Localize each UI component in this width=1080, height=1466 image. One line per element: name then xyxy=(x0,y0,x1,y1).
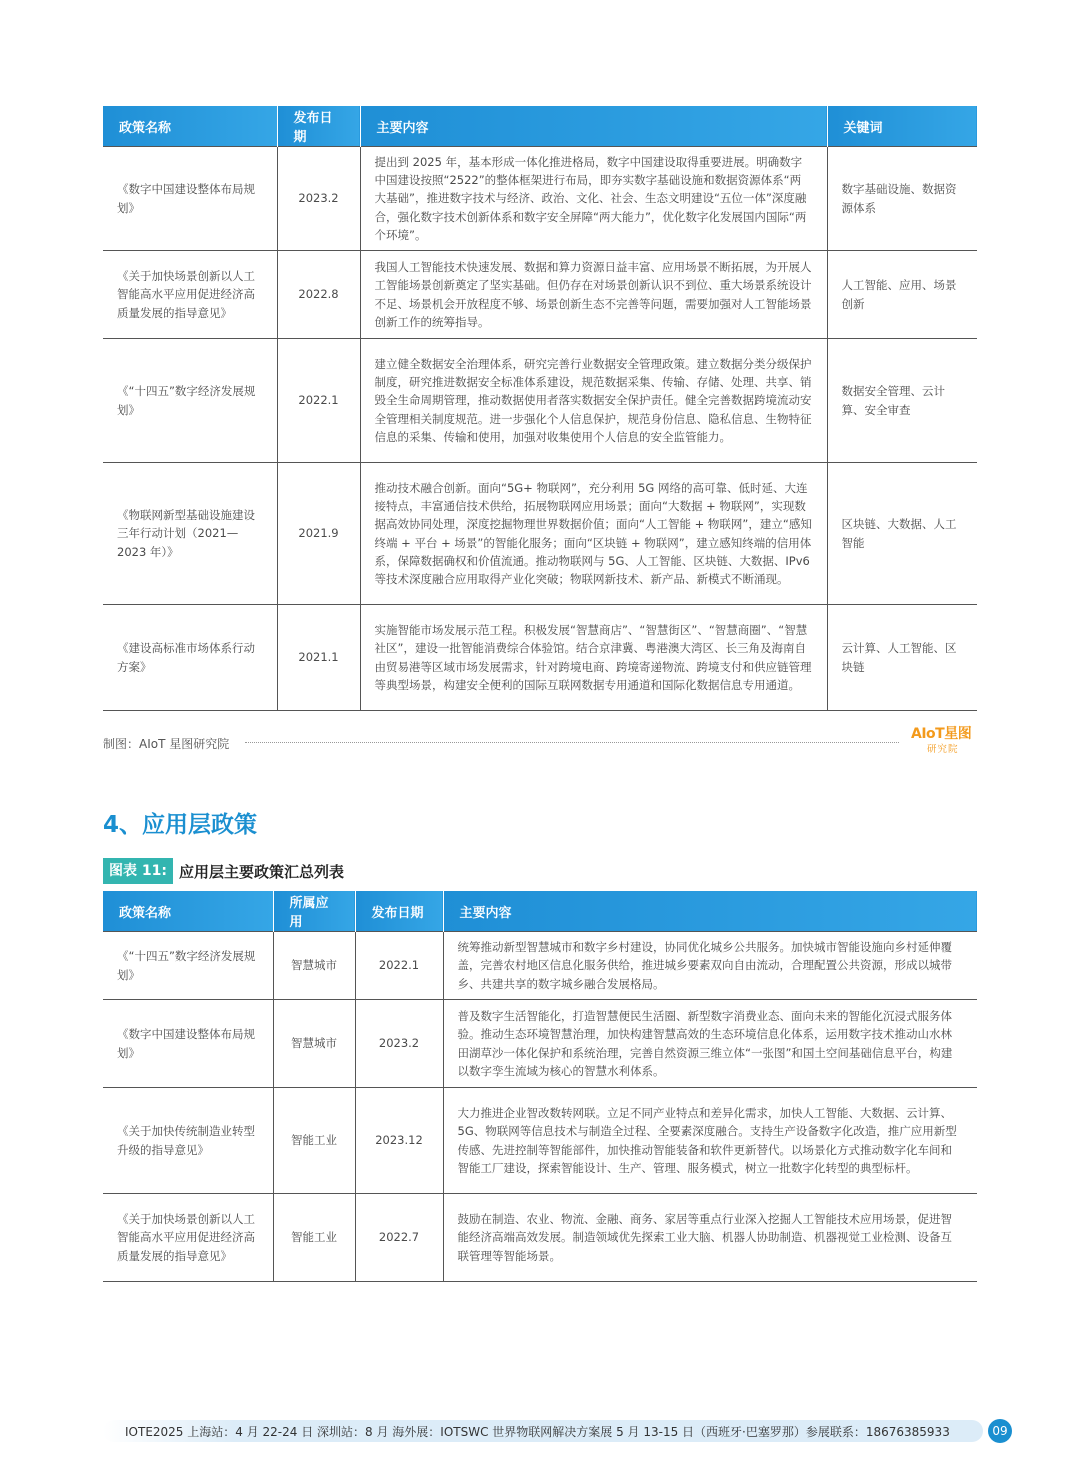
main-content: 普及数字生活智能化，打造智慧便民生活圈、新型数字消费业态、面向未来的智能化沉浸式服务体验。推动生态环境智慧治理，加快构建智慧高效的生态环境信息化体系，运用数字技术推动山水林田湖草沙一体化保护和系统治理，完善自然资源三维立体“一张图”和国土空间基础信息平台，构建以数字孪生流域为核心的智慧水利体系。 xyxy=(443,1000,977,1088)
keywords: 数字基础设施、数据资源体系 xyxy=(827,147,977,251)
main-content: 提出到 2025 年，基本形成一体化推进格局，数字中国建设取得重要进展。明确数字中国建设按照“2522”的整体框架进行布局，即夯实数字基础设施和数据资源体系“两大基础”，推进数字技术与经济、政治、文化、社会、生态文明建设“五位一体”深度融合，强化数字技术创新体系和数字安全屏障“两大能力”，优化数字化发展国内国际“两个环境”。 xyxy=(360,147,827,251)
table-row xyxy=(103,251,977,339)
release-date: 2023.2 xyxy=(277,147,360,251)
figure-title: 应用层主要政策汇总列表 xyxy=(178,862,344,881)
keywords: 区块链、大数据、人工智能 xyxy=(827,463,977,605)
page-number: 09 xyxy=(988,1419,1012,1443)
dotted-divider xyxy=(245,742,899,743)
main-content: 统筹推动新型智慧城市和数字乡村建设，协同优化城乡公共服务。加快城市智能设施向乡村延伸覆盖，完善农村地区信息化服务供给，推进城乡要素双向自由流动，合理配置公共资源，形成以城带乡、共建共享的数字城乡融合发展格局。 xyxy=(443,932,977,1000)
release-date: 2023.12 xyxy=(355,1088,443,1194)
section-title: 4、应用层政策 xyxy=(103,812,258,838)
release-date: 2021.1 xyxy=(277,605,360,711)
policy-name: 《“十四五”数字经济发展规划》 xyxy=(103,932,273,1000)
release-date: 2023.2 xyxy=(355,1000,443,1088)
release-date: 2022.8 xyxy=(277,251,360,339)
column-header: 政策名称 xyxy=(103,106,277,147)
table-row xyxy=(103,1194,977,1282)
column-header: 发布日期 xyxy=(277,106,360,147)
table-row xyxy=(103,147,977,251)
policy-name: 《数字中国建设整体布局规划》 xyxy=(103,1000,273,1088)
policy-name: 《关于加快传统制造业转型升级的指导意见》 xyxy=(103,1088,273,1194)
column-header: 主要内容 xyxy=(443,891,977,932)
policy-table-2 xyxy=(103,891,977,1282)
column-header: 主要内容 xyxy=(360,106,827,147)
table-row xyxy=(103,339,977,463)
figure-badge: 图表 11: xyxy=(103,858,173,884)
application-area: 智能工业 xyxy=(273,1194,355,1282)
main-content: 大力推进企业智改数转网联。立足不同产业特点和差异化需求，加快人工智能、大数据、云计算、5G、物联网等信息技术与制造全过程、全要素深度融合。支持生产设备数字化改造，推广应用新型传感、先进控制等智能部件，加快推动智能装备和软件更新替代。以场景化方式推动数字化车间和智能工厂建设，探索智能设计、生产、管理、服务模式，树立一批数字化转型的典型标杆。 xyxy=(443,1088,977,1194)
policy-name: 《关于加快场景创新以人工智能高水平应用促进经济高质量发展的指导意见》 xyxy=(103,251,277,339)
main-content: 推动技术融合创新。面向“5G+ 物联网”，充分利用 5G 网络的高可靠、低时延、大连接特点，丰富通信技术供给，拓展物联网应用场景；面向“大数据 + 物联网”，实现数据高效协同处理，深度挖掘物理世界数据价值；面向“人工智能 + 物联网”，建立“感知终端 + 平台 + 场景”的智能化服务；面向“区块链 + 物联网”，建立感知终端的信用体系，保障数据确权和价值流通。推动物联网与 5G、人工智能、区块链、大数据、IPv6 等技术深度融合应用取得产业化突破；物联网新技术、新产品、新模式不断涌现。 xyxy=(360,463,827,605)
table-row xyxy=(103,932,977,1000)
logo-main-text: AIoT星图 xyxy=(911,726,972,742)
policy-table-1 xyxy=(103,106,977,711)
logo-sub-text: 研究院 xyxy=(927,744,959,755)
keywords: 人工智能、应用、场景创新 xyxy=(827,251,977,339)
main-content: 实施智能市场发展示范工程。积极发展“智慧商店”、“智慧街区”、“智慧商圈”、“智慧社区”，建设一批智能消费综合体验馆。结合京津冀、粤港澳大湾区、长三角及海南自由贸易港等区域市场发展需求，针对跨境电商、跨境寄递物流、跨境支付和供应链管理等典型场景，构建安全便利的国际互联网数据专用通道和国际化数据信息专用通道。 xyxy=(360,605,827,711)
application-area: 智慧城市 xyxy=(273,1000,355,1088)
application-area: 智能工业 xyxy=(273,1088,355,1194)
policy-name: 《物联网新型基础设施建设三年行动计划（2021—2023 年）》 xyxy=(103,463,277,605)
table-row xyxy=(103,463,977,605)
main-content: 鼓励在制造、农业、物流、金融、商务、家居等重点行业深入挖掘人工智能技术应用场景，促进智能经济高端高效发展。制造领域优先探索工业大脑、机器人协助制造、机器视觉工业检测、设备互联管理等智能场景。 xyxy=(443,1194,977,1282)
table-row xyxy=(103,1000,977,1088)
maker-credit: 制图：AIoT 星图研究院 xyxy=(103,737,230,751)
page-footer xyxy=(103,1420,1013,1442)
table-row xyxy=(103,605,977,711)
table-row xyxy=(103,1088,977,1194)
policy-name: 《建设高标准市场体系行动方案》 xyxy=(103,605,277,711)
table-header-row xyxy=(103,106,977,147)
footer-bar xyxy=(103,1420,983,1442)
footer-text: IOTE2025 上海站：4 月 22-24 日 深圳站：8 月 海外展：IOTSWC 世界物联网解决方案展 5 月 13-15 日（西班牙·巴塞罗那）参展联系：18676385933 xyxy=(125,1425,950,1439)
release-date: 2022.7 xyxy=(355,1194,443,1282)
column-header: 政策名称 xyxy=(103,891,273,932)
chart-source-caption xyxy=(103,726,977,755)
keywords: 云计算、人工智能、区块链 xyxy=(827,605,977,711)
figure-label xyxy=(103,858,344,884)
main-content: 我国人工智能技术快速发展、数据和算力资源日益丰富、应用场景不断拓展，为开展人工智能场景创新奠定了坚实基础。但仍存在对场景创新认识不到位、重大场景系统设计不足、场景机会开放程度不够、场景创新生态不完善等问题，需要加强对人工智能场景创新工作的统筹指导。 xyxy=(360,251,827,339)
policy-name: 《数字中国建设整体布局规划》 xyxy=(103,147,277,251)
column-header: 关键词 xyxy=(827,106,977,147)
column-header: 发布日期 xyxy=(355,891,443,932)
application-area: 智慧城市 xyxy=(273,932,355,1000)
main-content: 建立健全数据安全治理体系，研究完善行业数据安全管理政策。建立数据分类分级保护制度，研究推进数据安全标准体系建设，规范数据采集、传输、存储、处理、共享、销毁全生命周期管理，推动数据使用者落实数据安全保护责任。健全完善数据跨境流动安全管理相关制度规范。进一步强化个人信息保护，规范身份信息、隐私信息、生物特征信息的采集、传输和使用，加强对收集使用个人信息的安全监管能力。 xyxy=(360,339,827,463)
release-date: 2021.9 xyxy=(277,463,360,605)
release-date: 2022.1 xyxy=(355,932,443,1000)
policy-name: 《关于加快场景创新以人工智能高水平应用促进经济高质量发展的指导意见》 xyxy=(103,1194,273,1282)
keywords: 数据安全管理、云计算、安全审查 xyxy=(827,339,977,463)
policy-name: 《“十四五”数字经济发展规划》 xyxy=(103,339,277,463)
release-date: 2022.1 xyxy=(277,339,360,463)
table-header-row xyxy=(103,891,977,932)
column-header: 所属应用 xyxy=(273,891,355,932)
aiot-logo xyxy=(905,723,977,757)
